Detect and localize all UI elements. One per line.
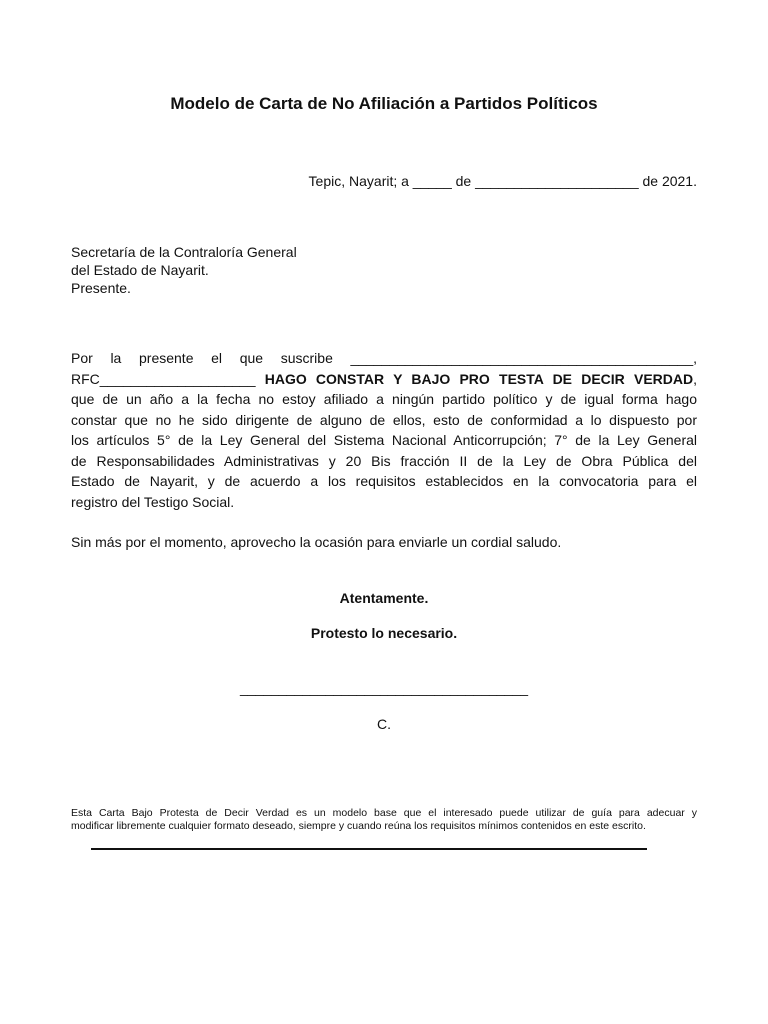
footer-divider <box>91 848 647 850</box>
recipient-line-2: del Estado de Nayarit. <box>71 262 209 278</box>
declaration-bold: HAGO CONSTAR Y BAJO PRO TESTA DE DECIR VERDAD <box>264 370 694 387</box>
body-line-5: los artículos 5° de la Ley General del Sistema Nacional Anticorrupción; 7° de la Ley General <box>71 432 697 448</box>
rfc-field: RFC____________________ <box>71 370 265 387</box>
body-line-4: constar que no he sido dirigente de alguno de ellos, esto de conformidad a lo dispuesto por <box>71 411 697 428</box>
body-line-6: de Responsabilidades Administrativas y 20 Bis fracción II de la Ley de Obra Pública del <box>71 452 697 469</box>
dateline: Tepic, Nayarit; a _____ de _____________________ de 2021. <box>308 173 697 189</box>
closing-paragraph: Sin más por el momento, aprovecho la ocasión para enviarle un cordial saludo. <box>71 534 562 550</box>
declaration-comma: , <box>693 370 697 387</box>
document-title: Modelo de Carta de No Afiliación a Partidos Políticos <box>170 94 598 113</box>
body-line-8: registro del Testigo Social. <box>71 493 235 510</box>
footnote-line-1: Esta Carta Bajo Protesta de Decir Verdad es un modelo base que el interesado puede utilizar de guía para adecuar y <box>71 807 697 819</box>
body-paragraph <box>71 348 697 512</box>
signature-name: C. <box>377 716 391 732</box>
closing-salutation: Atentamente. <box>339 590 429 606</box>
body-line-2 <box>71 369 697 390</box>
footnote <box>71 807 697 833</box>
body-line-7: Estado de Nayarit, y de acuerdo a los requisitos establecidos en la convocatoria para el <box>71 473 697 489</box>
recipient-line-3: Presente. <box>71 280 131 296</box>
footnote-line-2: modificar libremente cualquier formato deseado, siempre y cuando reúna los requisitos mínimos contenidos en este escrito. <box>71 820 646 832</box>
body-line-1: Por la presente el que suscribe ____________________________________________, <box>71 350 697 366</box>
recipient-line-1: Secretaría de la Contraloría General <box>71 244 297 260</box>
signature-line: _____________________________________ <box>239 680 529 696</box>
recipient-block <box>71 243 297 297</box>
protest-statement: Protesto lo necesario. <box>310 625 458 641</box>
body-line-3: que de un año a la fecha no estoy afiliado a ningún partido político y de igual forma hago <box>71 391 697 407</box>
